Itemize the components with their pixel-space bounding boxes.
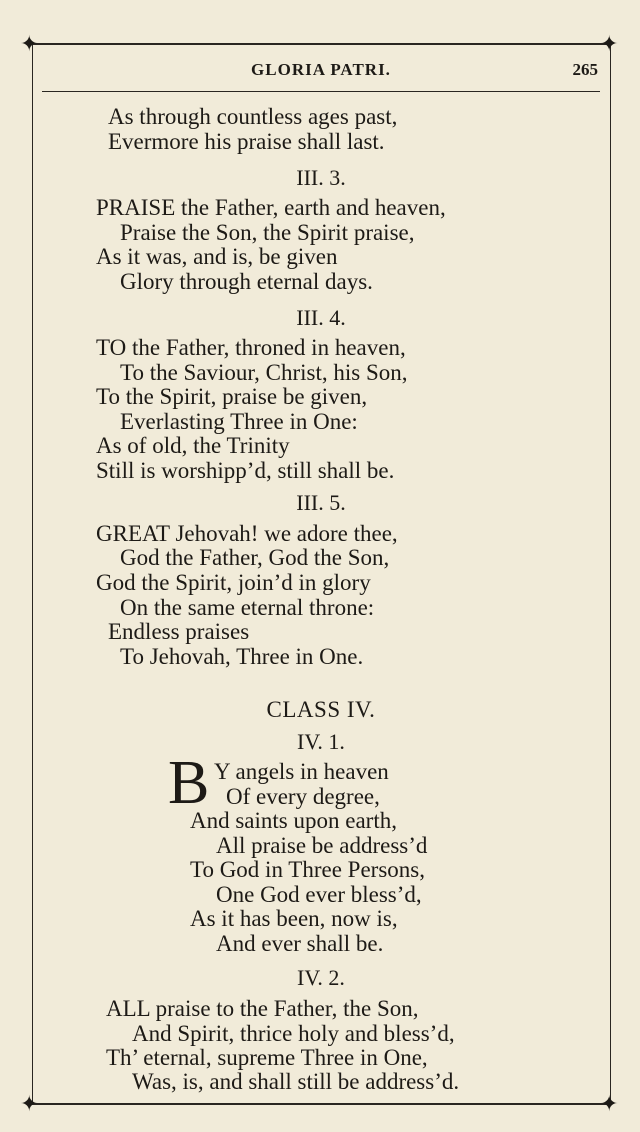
verse-line: Th’ eternal, supreme Three in One, [106,1045,428,1070]
page-number: 265 [572,60,598,79]
verse-line: As it has been, now is, [190,906,398,931]
verse-line: All praise be address’d [216,833,428,858]
verse-line: Glory through eternal days. [120,269,373,294]
section-heading: III. 5. [296,490,346,515]
verse-line: On the same eternal throne: [120,595,375,620]
corner-ornament-top-left: ✦ [20,31,39,56]
verse-line: Endless praises [108,619,250,644]
verse-line: As through countless ages past, [108,104,398,129]
verse-line: Evermore his praise shall last. [108,129,385,154]
corner-ornament-top-right: ✦ [600,31,619,56]
verse-line: To Jehovah, Three in One. [120,644,364,669]
class-heading: CLASS IV. [266,697,376,722]
verse-line: God the Father, God the Son, [120,545,390,570]
verse-line: PRAISE the Father, earth and heaven, [96,195,446,220]
drop-cap: B [168,749,210,817]
verse-line: Y angels in heaven [214,759,389,784]
verse-line: And Spirit, thrice holy and bless’d, [132,1021,455,1046]
verse-line: One God ever bless’d, [216,882,422,907]
verse-line: Still is worshipp’d, still shall be. [96,458,395,483]
verse-line: Praise the Son, the Spirit praise, [120,220,415,245]
verse-line: To God in Three Persons, [190,857,425,882]
section-heading: IV. 2. [297,965,345,990]
section-heading: III. 3. [296,165,346,190]
verse-line: As it was, and is, be given [96,244,338,269]
verse-line: Was, is, and shall still be address’d. [132,1069,460,1094]
verse-line: ALL praise to the Father, the Son, [106,996,419,1021]
verse-line: Everlasting Three in One: [120,409,358,434]
bottom-border-rule [30,1103,612,1105]
corner-ornament-bottom-left: ✦ [20,1091,39,1116]
verse-line: GREAT Jehovah! we adore thee, [96,521,398,546]
section-heading: III. 4. [296,305,346,330]
page-header [42,58,600,88]
verse-line: TO the Father, throned in heaven, [96,335,406,360]
verse-line: And ever shall be. [216,931,384,956]
section-heading: IV. 1. [297,729,345,754]
verse-line: And saints upon earth, [190,808,397,833]
top-border-rule [30,43,612,45]
left-border-rule [32,43,33,1103]
verse-line: Of every degree, [226,784,380,809]
verse-line: As of old, the Trinity [96,433,290,458]
header-underline-rule [42,91,600,92]
verse-line: To the Spirit, praise be given, [96,384,368,409]
corner-ornament-bottom-right: ✦ [600,1091,619,1116]
right-border-rule [610,43,611,1103]
verse-line: God the Spirit, join’d in glory [96,570,371,595]
verse-line: To the Saviour, Christ, his Son, [120,360,408,385]
running-title: GLORIA PATRI. [251,60,391,79]
